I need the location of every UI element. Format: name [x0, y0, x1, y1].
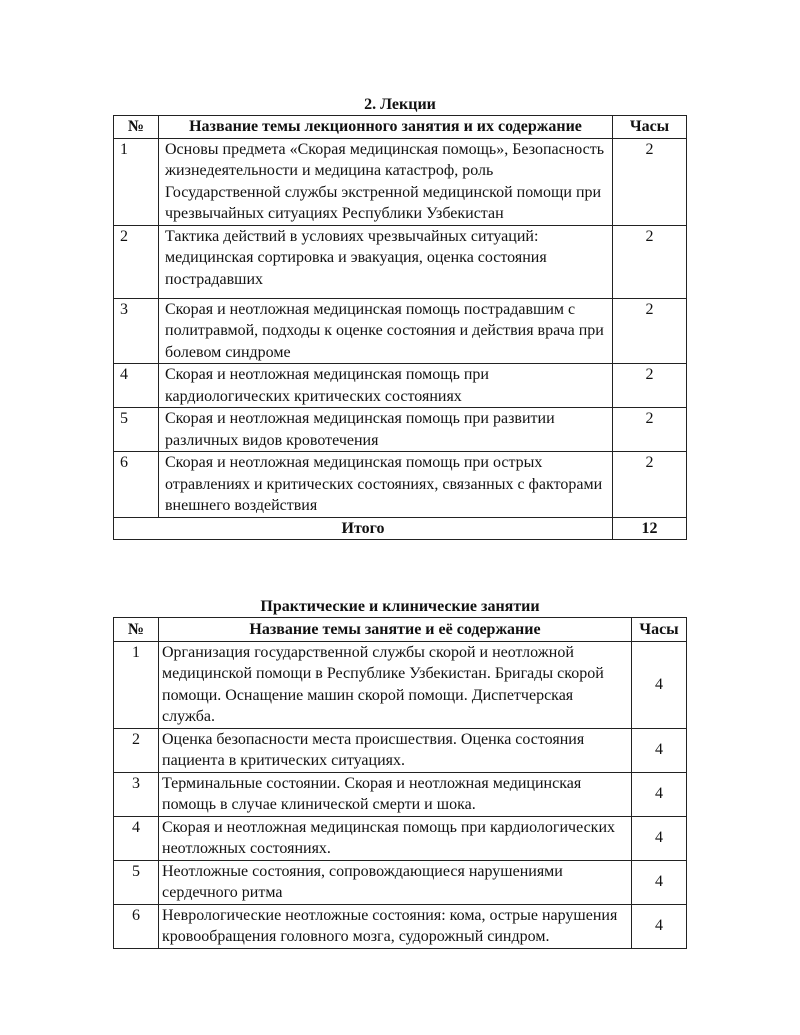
table-row	[114, 860, 687, 904]
row-number: 5	[114, 860, 159, 904]
row-hours: 2	[613, 298, 687, 364]
table-row	[114, 641, 687, 728]
practicals-header-hours: Часы	[632, 618, 687, 642]
lectures-total-row	[114, 517, 687, 540]
row-topic: Скорая и неотложная медицинская помощь при развитии различных видов кровотечения	[159, 408, 613, 452]
practicals-header-topic: Название темы занятие и её содержание	[159, 618, 632, 642]
row-number: 1	[114, 641, 159, 728]
row-hours: 4	[632, 728, 687, 772]
lectures-table	[113, 115, 687, 540]
row-hours: 2	[613, 452, 687, 518]
total-value: 12	[613, 517, 687, 540]
row-hours: 2	[613, 225, 687, 298]
table-row	[114, 452, 687, 518]
practicals-table	[113, 617, 687, 949]
row-number: 2	[114, 728, 159, 772]
row-hours: 2	[613, 138, 687, 225]
row-hours: 4	[632, 641, 687, 728]
row-number: 4	[114, 364, 159, 408]
table-row	[114, 728, 687, 772]
row-topic: Тактика действий в условиях чрезвычайных ситуаций: медицинская сортировка и эвакуация, оценка состояния пострадавших	[159, 225, 613, 298]
table-row	[114, 816, 687, 860]
row-topic: Скорая и неотложная медицинская помощь при кардиологических критических состояниях	[159, 364, 613, 408]
row-hours: 2	[613, 408, 687, 452]
row-number: 6	[114, 904, 159, 948]
row-number: 4	[114, 816, 159, 860]
row-hours: 4	[632, 904, 687, 948]
table-row	[114, 364, 687, 408]
practicals-header-num: №	[114, 618, 159, 642]
table-row	[114, 772, 687, 816]
row-hours: 2	[613, 364, 687, 408]
row-number: 1	[114, 138, 159, 225]
row-topic: Организация государственной службы скорой и неотложной медицинской помощи в Республике Узбекистан. Бригады скорой помощи. Оснащение машин скорой помощи. Диспетчерская служба.	[159, 641, 632, 728]
row-number: 3	[114, 298, 159, 364]
table-row	[114, 225, 687, 298]
row-topic: Скорая и неотложная медицинская помощь при острых отравлениях и критических состояниях, связанных с факторами внешнего воздействия	[159, 452, 613, 518]
row-number: 3	[114, 772, 159, 816]
lectures-header-topic: Название темы лекционного занятия и их содержание	[159, 116, 613, 139]
row-topic: Неврологические неотложные состояния: кома, острые нарушения кровообращения головного мозга, судорожный синдром.	[159, 904, 632, 948]
row-hours: 4	[632, 772, 687, 816]
row-topic: Скорая и неотложная медицинская помощь пострадавшим с политравмой, подходы к оценке состояния и действия врача при болевом синдроме	[159, 298, 613, 364]
row-number: 6	[114, 452, 159, 518]
row-topic: Основы предмета «Скорая медицинская помощь», Безопасность жизнедеятельности и медицина катастроф, роль Государственной службы экстренной медицинской помощи при чрезвычайных ситуациях Республики Узбекистан	[159, 138, 613, 225]
table-row	[114, 298, 687, 364]
practicals-title: Практические и клинические занятии	[260, 598, 540, 615]
row-number: 2	[114, 225, 159, 298]
lectures-header-hours: Часы	[613, 116, 687, 139]
table-row	[114, 904, 687, 948]
table-row	[114, 138, 687, 225]
row-topic: Терминальные состоянии. Скорая и неотложная медицинская помощь в случае клинической смерти и шока.	[159, 772, 632, 816]
row-hours: 4	[632, 860, 687, 904]
practicals-header-row	[114, 618, 687, 642]
row-topic: Неотложные состояния, сопровождающиеся нарушениями сердечного ритма	[159, 860, 632, 904]
lectures-title: 2. Лекции	[364, 96, 436, 113]
row-topic: Оценка безопасности места происшествия. Оценка состояния пациента в критических ситуациях.	[159, 728, 632, 772]
row-topic: Скорая и неотложная медицинская помощь при кардиологических неотложных состояниях.	[159, 816, 632, 860]
total-label: Итого	[114, 517, 613, 540]
row-hours: 4	[632, 816, 687, 860]
lectures-header-num: №	[114, 116, 159, 139]
lectures-header-row	[114, 116, 687, 139]
table-row	[114, 408, 687, 452]
row-number: 5	[114, 408, 159, 452]
